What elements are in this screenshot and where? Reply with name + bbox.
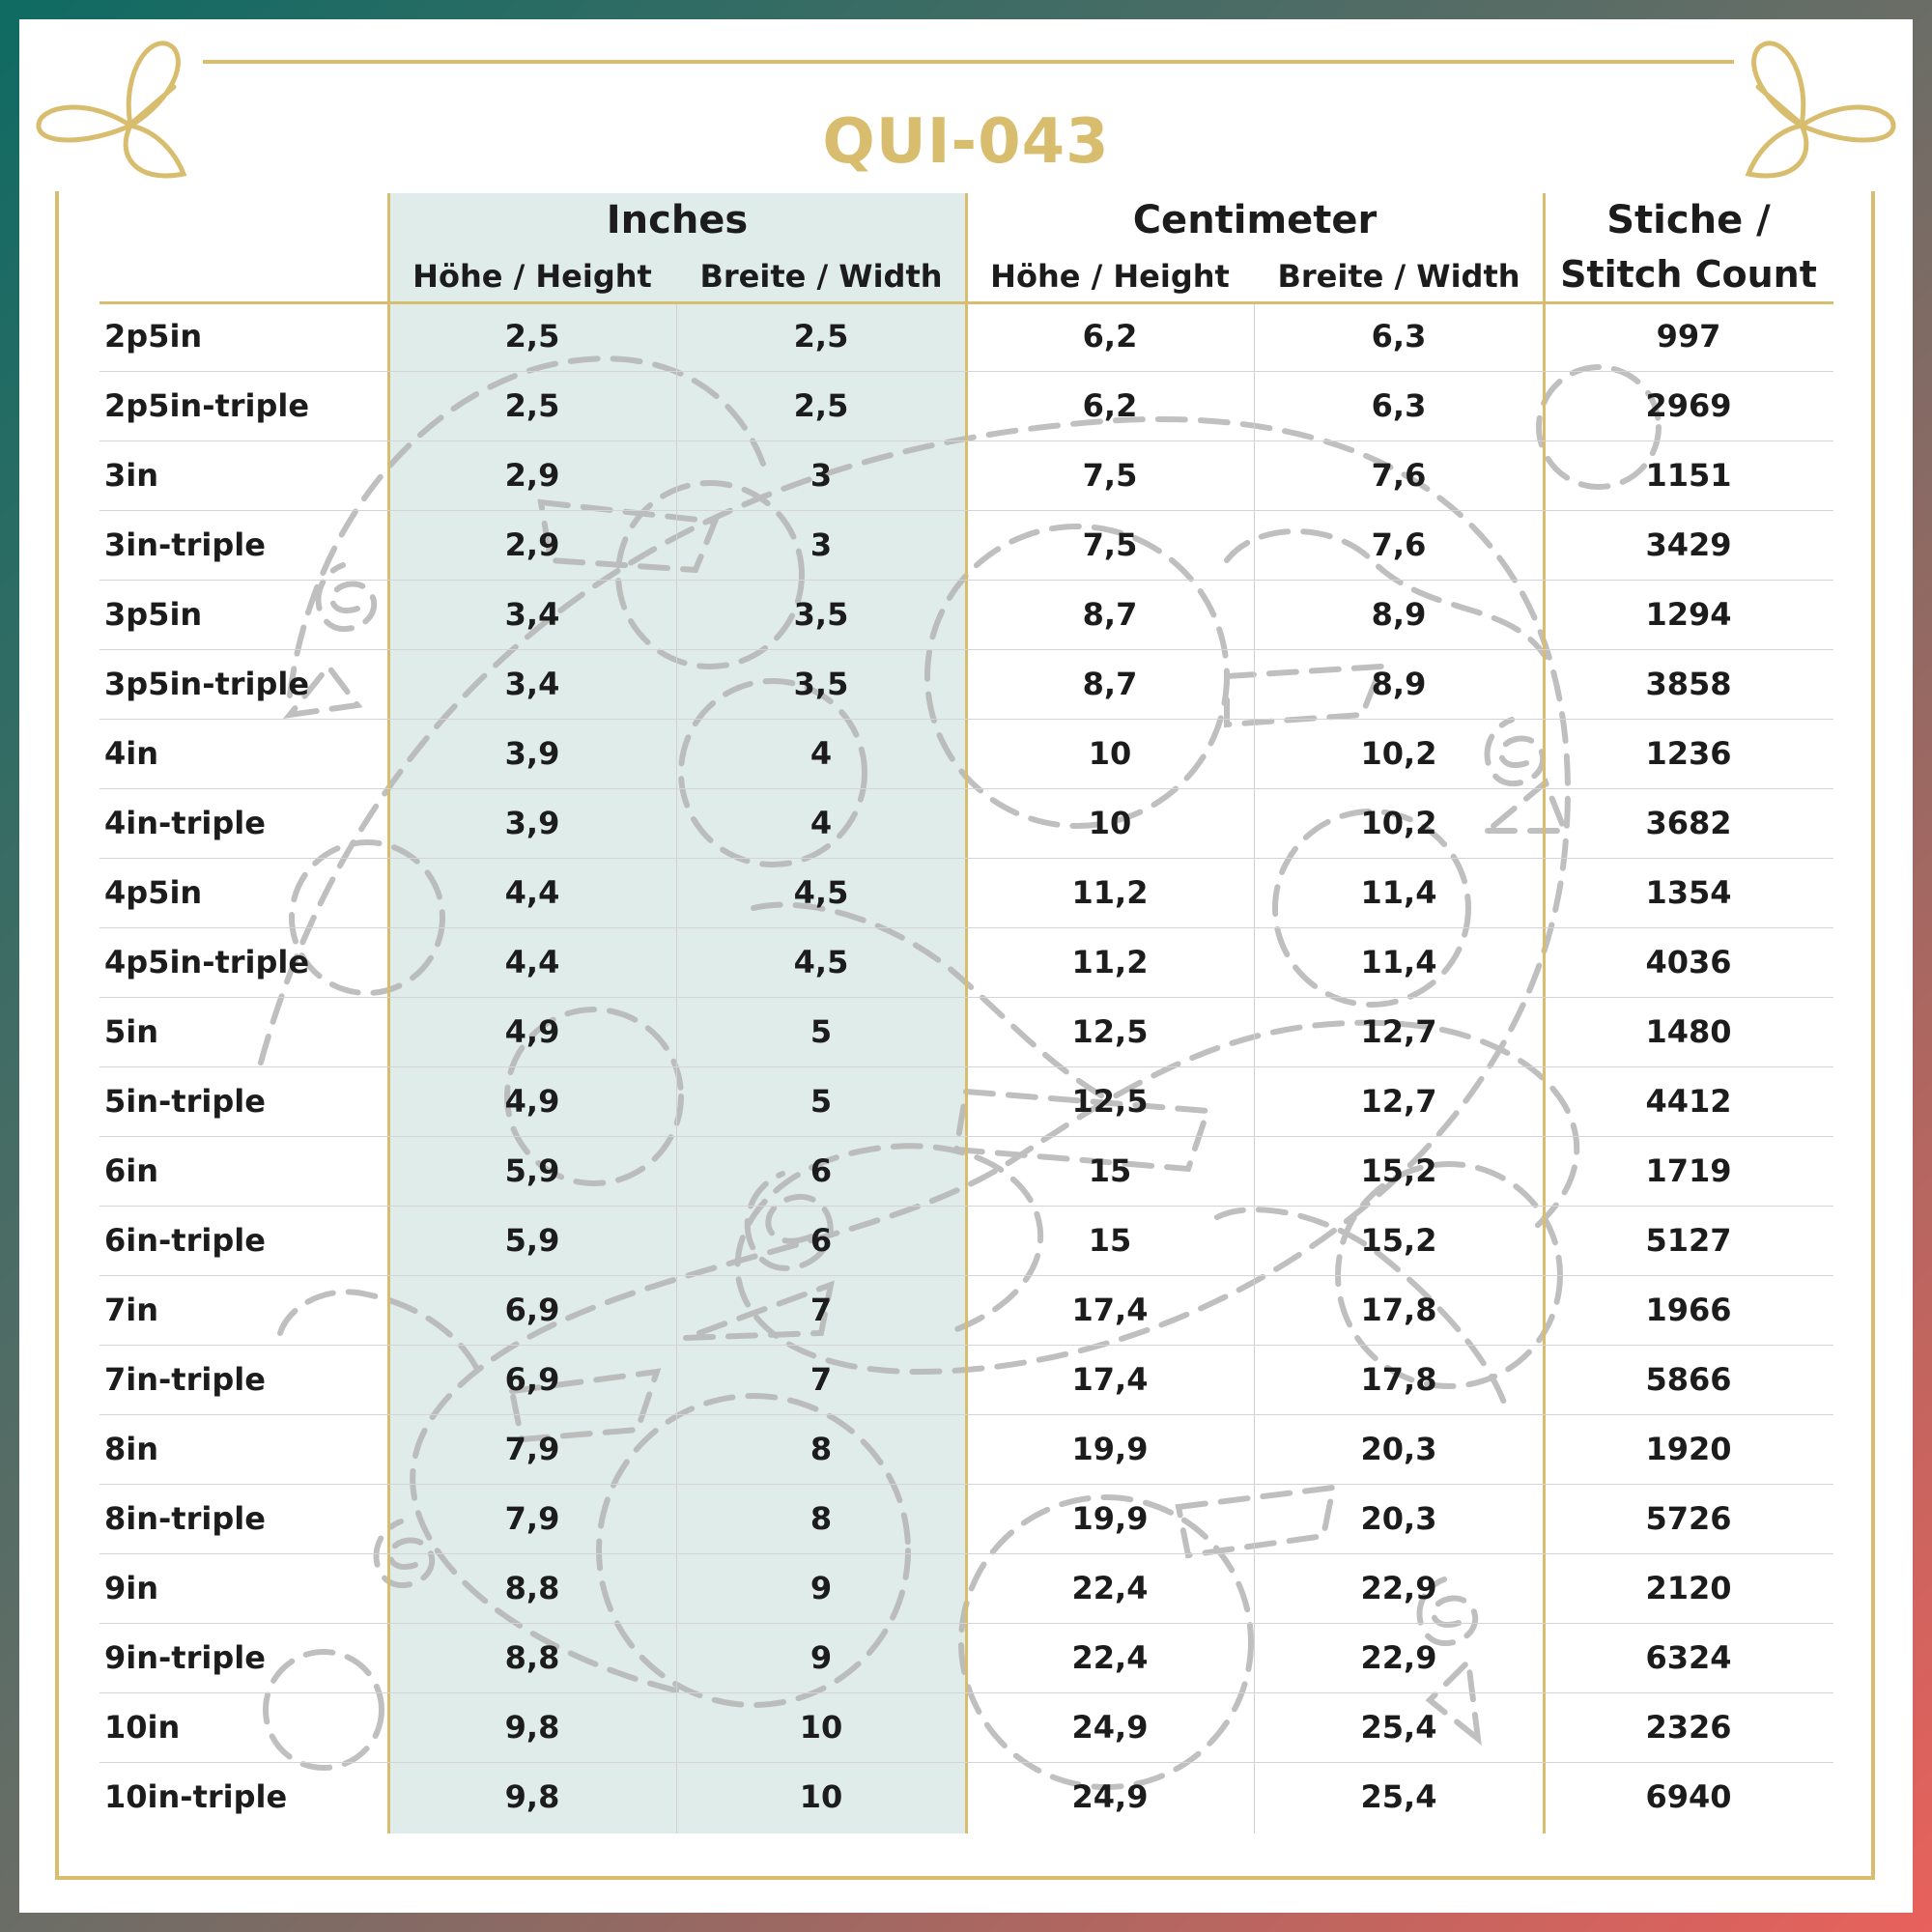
frame-top-line — [203, 60, 1734, 64]
row-cm-width: 7,6 — [1371, 526, 1427, 563]
table-row — [0, 1066, 1932, 1136]
row-stitch-count: 3858 — [1645, 666, 1732, 702]
row-cm-width: 6,3 — [1371, 318, 1427, 355]
row-inches-width: 7 — [810, 1292, 833, 1328]
row-inches-height: 9,8 — [504, 1709, 560, 1746]
row-inches-width: 10 — [799, 1709, 843, 1746]
row-size-name: 9in — [104, 1570, 159, 1606]
row-inches-height: 7,9 — [504, 1431, 560, 1467]
row-cm-width: 7,6 — [1371, 457, 1427, 494]
header-stitch-line1: Stiche / — [1606, 198, 1771, 242]
row-inches-width: 3 — [810, 457, 833, 494]
row-cm-width: 25,4 — [1360, 1778, 1437, 1815]
row-cm-height: 8,7 — [1082, 596, 1138, 633]
row-cm-height: 12,5 — [1071, 1013, 1149, 1050]
row-stitch-count: 5866 — [1645, 1361, 1732, 1398]
row-cm-width: 22,9 — [1360, 1639, 1437, 1676]
table-row — [0, 927, 1932, 997]
row-inches-height: 6,9 — [504, 1292, 560, 1328]
row-cm-width: 11,4 — [1360, 944, 1437, 980]
row-inches-width: 4 — [810, 735, 833, 772]
row-cm-height: 22,4 — [1071, 1570, 1149, 1606]
row-size-name: 10in-triple — [104, 1778, 288, 1815]
row-cm-height: 11,2 — [1071, 944, 1149, 980]
row-stitch-count: 1294 — [1645, 596, 1732, 633]
row-size-name: 4p5in-triple — [104, 944, 310, 980]
row-size-name: 8in — [104, 1431, 159, 1467]
row-inches-height: 5,9 — [504, 1222, 560, 1259]
header-cm-height: Höhe / Height — [990, 258, 1230, 295]
row-cm-height: 17,4 — [1071, 1361, 1149, 1398]
row-inches-width: 10 — [799, 1778, 843, 1815]
row-inches-width: 5 — [810, 1013, 833, 1050]
row-stitch-count: 1920 — [1645, 1431, 1732, 1467]
row-stitch-count: 2969 — [1645, 387, 1732, 424]
row-stitch-count: 6940 — [1645, 1778, 1732, 1815]
row-cm-width: 8,9 — [1371, 666, 1427, 702]
row-inches-width: 3 — [810, 526, 833, 563]
table-row — [0, 1345, 1932, 1414]
row-inches-width: 8 — [810, 1431, 833, 1467]
row-stitch-count: 1719 — [1645, 1152, 1732, 1189]
row-size-name: 3in — [104, 457, 159, 494]
row-inches-height: 2,9 — [504, 526, 560, 563]
row-size-name: 7in-triple — [104, 1361, 266, 1398]
header-cm-width: Breite / Width — [1277, 258, 1520, 295]
table-row — [0, 858, 1932, 927]
row-inches-height: 8,8 — [504, 1570, 560, 1606]
row-size-name: 4p5in — [104, 874, 203, 911]
row-size-name: 3p5in — [104, 596, 203, 633]
row-cm-height: 6,2 — [1082, 387, 1138, 424]
row-inches-width: 9 — [810, 1639, 833, 1676]
row-size-name: 2p5in-triple — [104, 387, 310, 424]
row-cm-height: 15 — [1088, 1152, 1132, 1189]
row-cm-height: 10 — [1088, 735, 1132, 772]
row-stitch-count: 1151 — [1645, 457, 1732, 494]
table-row — [0, 1762, 1932, 1832]
row-cm-height: 12,5 — [1071, 1083, 1149, 1120]
row-stitch-count: 3429 — [1645, 526, 1732, 563]
row-inches-height: 6,9 — [504, 1361, 560, 1398]
row-inches-height: 2,5 — [504, 318, 560, 355]
row-cm-height: 22,4 — [1071, 1639, 1149, 1676]
row-inches-height: 2,5 — [504, 387, 560, 424]
row-cm-height: 6,2 — [1082, 318, 1138, 355]
row-inches-width: 3,5 — [793, 666, 849, 702]
row-inches-height: 2,9 — [504, 457, 560, 494]
row-inches-width: 5 — [810, 1083, 833, 1120]
table-row — [0, 440, 1932, 510]
row-inches-width: 7 — [810, 1361, 833, 1398]
row-stitch-count: 997 — [1656, 318, 1721, 355]
table-row — [0, 649, 1932, 719]
row-inches-width: 8 — [810, 1500, 833, 1537]
row-cm-width: 11,4 — [1360, 874, 1437, 911]
row-size-name: 8in-triple — [104, 1500, 266, 1537]
frame-bottom-line — [55, 1876, 1875, 1880]
row-cm-width: 25,4 — [1360, 1709, 1437, 1746]
header-centimeter: Centimeter — [1132, 198, 1378, 242]
row-cm-height: 7,5 — [1082, 457, 1138, 494]
row-inches-height: 3,4 — [504, 596, 560, 633]
table-row — [0, 719, 1932, 788]
row-size-name: 5in-triple — [104, 1083, 266, 1120]
row-inches-width: 3,5 — [793, 596, 849, 633]
row-stitch-count: 1236 — [1645, 735, 1732, 772]
row-inches-width: 6 — [810, 1222, 833, 1259]
row-size-name: 6in — [104, 1152, 159, 1189]
row-stitch-count: 5127 — [1645, 1222, 1732, 1259]
row-stitch-count: 2326 — [1645, 1709, 1732, 1746]
row-inches-width: 2,5 — [793, 387, 849, 424]
row-cm-width: 20,3 — [1360, 1500, 1437, 1537]
row-cm-width: 12,7 — [1360, 1013, 1437, 1050]
row-inches-height: 3,9 — [504, 735, 560, 772]
table-row — [0, 1414, 1932, 1484]
row-cm-width: 8,9 — [1371, 596, 1427, 633]
row-cm-height: 11,2 — [1071, 874, 1149, 911]
row-cm-height: 7,5 — [1082, 526, 1138, 563]
row-cm-width: 22,9 — [1360, 1570, 1437, 1606]
table-row — [0, 788, 1932, 858]
row-cm-height: 19,9 — [1071, 1431, 1149, 1467]
row-inches-width: 4,5 — [793, 944, 849, 980]
row-stitch-count: 4036 — [1645, 944, 1732, 980]
row-stitch-count: 1354 — [1645, 874, 1732, 911]
row-cm-height: 19,9 — [1071, 1500, 1149, 1537]
row-size-name: 4in-triple — [104, 805, 266, 841]
row-stitch-count: 1966 — [1645, 1292, 1732, 1328]
row-inches-height: 4,4 — [504, 944, 560, 980]
row-inches-height: 3,4 — [504, 666, 560, 702]
row-cm-width: 10,2 — [1360, 805, 1437, 841]
row-cm-width: 20,3 — [1360, 1431, 1437, 1467]
table-row — [0, 1136, 1932, 1206]
table-row — [0, 1275, 1932, 1345]
row-stitch-count: 3682 — [1645, 805, 1732, 841]
row-stitch-count: 4412 — [1645, 1083, 1732, 1120]
row-inches-width: 4,5 — [793, 874, 849, 911]
row-cm-height: 8,7 — [1082, 666, 1138, 702]
row-size-name: 3p5in-triple — [104, 666, 310, 702]
table-row — [0, 1692, 1932, 1762]
row-cm-width: 17,8 — [1360, 1361, 1437, 1398]
row-cm-width: 12,7 — [1360, 1083, 1437, 1120]
row-size-name: 2p5in — [104, 318, 203, 355]
row-cm-height: 24,9 — [1071, 1709, 1149, 1746]
row-inches-height: 8,8 — [504, 1639, 560, 1676]
row-inches-height: 7,9 — [504, 1500, 560, 1537]
row-inches-height: 4,4 — [504, 874, 560, 911]
row-cm-height: 17,4 — [1071, 1292, 1149, 1328]
row-size-name: 4in — [104, 735, 159, 772]
table-row — [0, 1623, 1932, 1692]
design-code-title: QUI-043 — [822, 106, 1110, 178]
row-stitch-count: 6324 — [1645, 1639, 1732, 1676]
table-row — [0, 510, 1932, 580]
row-cm-height: 15 — [1088, 1222, 1132, 1259]
row-size-name: 10in — [104, 1709, 181, 1746]
row-inches-height: 4,9 — [504, 1013, 560, 1050]
row-inches-height: 3,9 — [504, 805, 560, 841]
table-row — [0, 580, 1932, 649]
row-inches-height: 4,9 — [504, 1083, 560, 1120]
row-inches-height: 9,8 — [504, 1778, 560, 1815]
row-size-name: 9in-triple — [104, 1639, 266, 1676]
row-stitch-count: 1480 — [1645, 1013, 1732, 1050]
header-inches: Inches — [606, 198, 749, 242]
row-cm-width: 6,3 — [1371, 387, 1427, 424]
row-stitch-count: 5726 — [1645, 1500, 1732, 1537]
row-cm-width: 17,8 — [1360, 1292, 1437, 1328]
table-row — [0, 301, 1932, 371]
row-inches-width: 6 — [810, 1152, 833, 1189]
row-cm-height: 10 — [1088, 805, 1132, 841]
row-size-name: 7in — [104, 1292, 159, 1328]
row-size-name: 5in — [104, 1013, 159, 1050]
header-inches-height: Höhe / Height — [412, 258, 652, 295]
row-size-name: 6in-triple — [104, 1222, 266, 1259]
row-size-name: 3in-triple — [104, 526, 266, 563]
table-row — [0, 371, 1932, 440]
row-cm-width: 10,2 — [1360, 735, 1437, 772]
row-cm-width: 15,2 — [1360, 1152, 1437, 1189]
row-inches-width: 4 — [810, 805, 833, 841]
row-cm-width: 15,2 — [1360, 1222, 1437, 1259]
row-stitch-count: 2120 — [1645, 1570, 1732, 1606]
table-row — [0, 1484, 1932, 1553]
row-cm-height: 24,9 — [1071, 1778, 1149, 1815]
table-row — [0, 997, 1932, 1066]
header-stitch-line2: Stitch Count — [1560, 253, 1817, 296]
row-inches-width: 9 — [810, 1570, 833, 1606]
table-row — [0, 1553, 1932, 1623]
row-inches-width: 2,5 — [793, 318, 849, 355]
header-inches-width: Breite / Width — [699, 258, 943, 295]
table-row — [0, 1206, 1932, 1275]
row-inches-height: 5,9 — [504, 1152, 560, 1189]
